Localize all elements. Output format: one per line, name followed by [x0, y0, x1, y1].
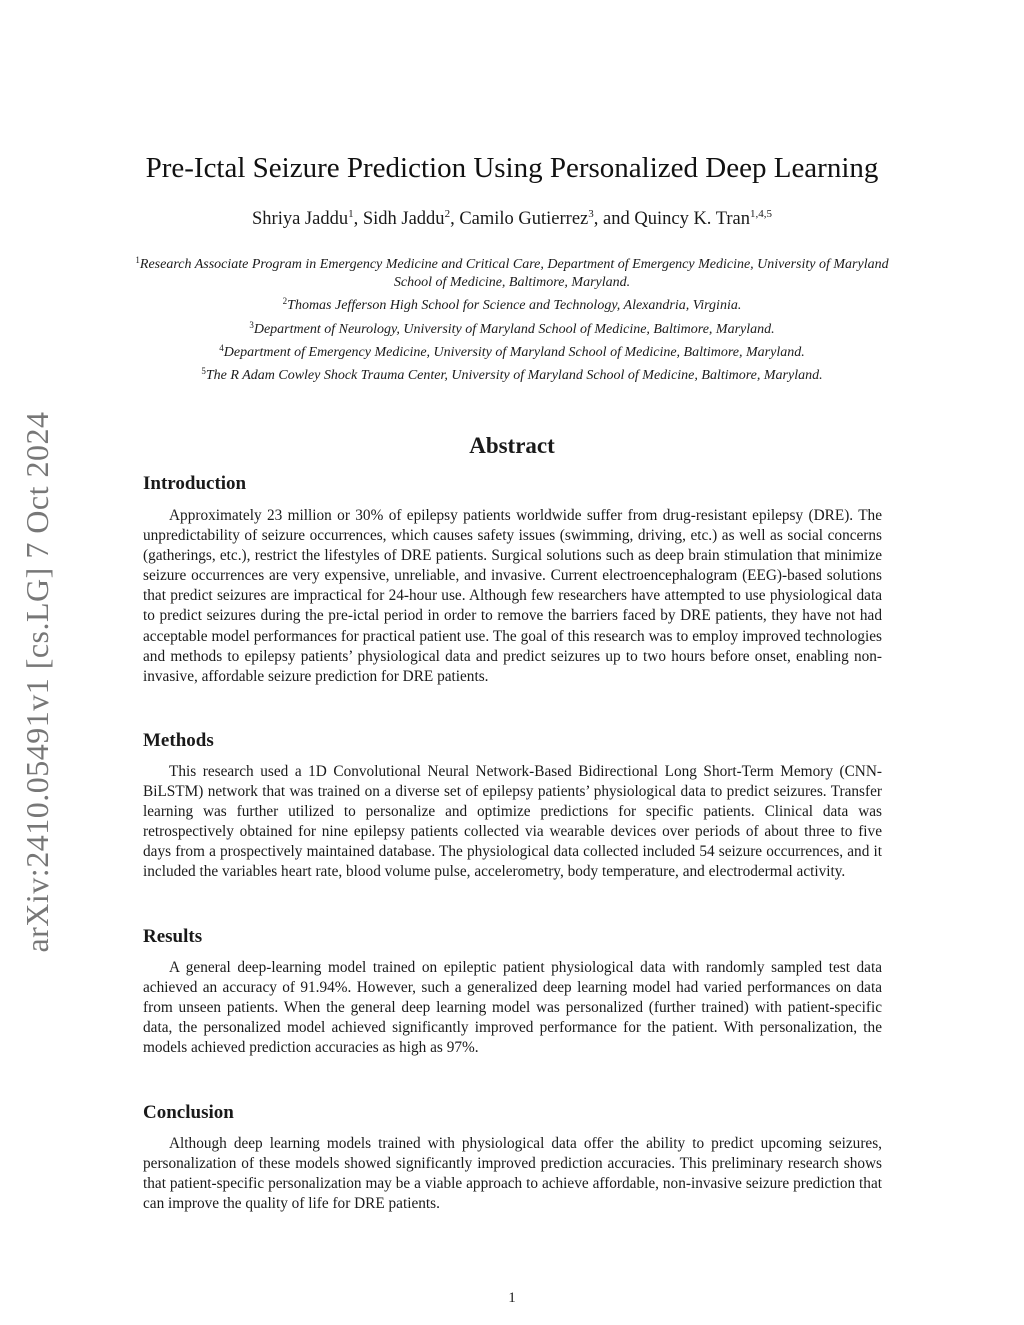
author: Quincy K. Tran$^{1,4,5}$ [634, 208, 772, 229]
author: Camilo Gutierrez$^3$, and [459, 208, 635, 229]
arxiv-identifier-stamp: arXiv:2410.05491v1 [cs.LG] 7 Oct 2024 [19, 411, 55, 953]
results-body: A general deep-learning model trained on epileptic patient physiological data with randomly sampled test data achieved an accuracy of 91.94%. However, such a generalized deep learning model had varied performances on data from unseen patients. When the general deep learning model was personalized (further trained) with patient-specific data, the personalized model achieved significantly improved performance for the patient. With personalization, the models achieved prediction accuracies as high as 97%. [143, 959, 882, 1057]
conclusion-heading: Conclusion [143, 1102, 234, 1123]
author-list [0, 208, 1024, 230]
conclusion-body: Although deep learning models trained with physiological data offer the ability to predict upcoming seizures, personalization of these models showed significantly improved prediction accuracies. This preliminary research shows that patient-specific personalization may be a viable approach to achieve affordable, non-invasive seizure prediction that can improve the quality of life for DRE patients. [143, 1135, 882, 1213]
affiliation: $^5$The R Adam Cowley Shock Trauma Center, University of Maryland School of Medicine, Baltimore, Maryland. [201, 366, 823, 384]
affiliation: $^1$Research Associate Program in Emergency Medicine and Critical Care, Department of Emergency Medicine, University of Maryland School of Medicine, Baltimore, Maryland. [135, 255, 889, 291]
introduction-heading: Introduction [143, 473, 247, 494]
results-heading: Results [143, 926, 203, 947]
paper-title: Pre-Ictal Seizure Prediction Using Personalized Deep Learning [145, 152, 879, 184]
affiliation: $^2$Thomas Jefferson High School for Science and Technology, Alexandria, Virginia. [282, 296, 742, 314]
affiliation: $^3$Department of Neurology, University of Maryland School of Medicine, Baltimore, Maryland. [249, 319, 775, 337]
affiliation-list [130, 251, 894, 385]
abstract-heading: Abstract [469, 433, 555, 458]
author: Shriya Jaddu$^1$, [252, 208, 363, 229]
page-number: 1 [508, 1290, 516, 1306]
introduction-body: Approximately 23 million or 30% of epilepsy patients worldwide suffer from drug-resistant epilepsy (DRE). The unpredictability of seizure occurrences, which causes safety issues (swimming, driving, etc.) as well as social concerns (gatherings, etc.), restrict the lifestyles of DRE patients. Surgical solutions such as deep brain stimulation that minimize seizure occurrences are very expensive, unreliable, and invasive. Current electroencephalogram (EEG)-based solutions that predict seizures are impractical for 24-hour use. Although few researchers have attempted to use physiological data to predict seizures during the pre-ictal period in order to remove the barriers faced by DRE patients, they have not had acceptable model performances for practical patient use. The goal of this research was to employ improved technologies and methods to epilepsy patients’ physiological data and predict seizures up to two hours before onset, enabling non-invasive, affordable seizure prediction for DRE patients. [143, 507, 882, 685]
author: Sidh Jaddu$^2$, [362, 208, 460, 229]
affiliation: $^4$Department of Emergency Medicine, University of Maryland School of Medicine, Baltimore, Maryland. [219, 342, 805, 360]
methods-body: This research used a 1D Convolutional Neural Network-Based Bidirectional Long Short-Term Memory (CNN-BiLSTM) network that was trained on a diverse set of epilepsy patients’ physiological data to predict seizures. Transfer learning was further utilized to personalize and optimize predictions for specific patients. Clinical data was retrospectively obtained for nine epilepsy patients collected via wearable devices over periods of about three to five days from a prospectively maintained database. The physiological data collected included 54 seizure occurrences, and it included the variables heart rate, blood volume pulse, accelerometry, body temperature, and electrodermal activity. [143, 763, 882, 881]
methods-heading: Methods [143, 730, 214, 751]
